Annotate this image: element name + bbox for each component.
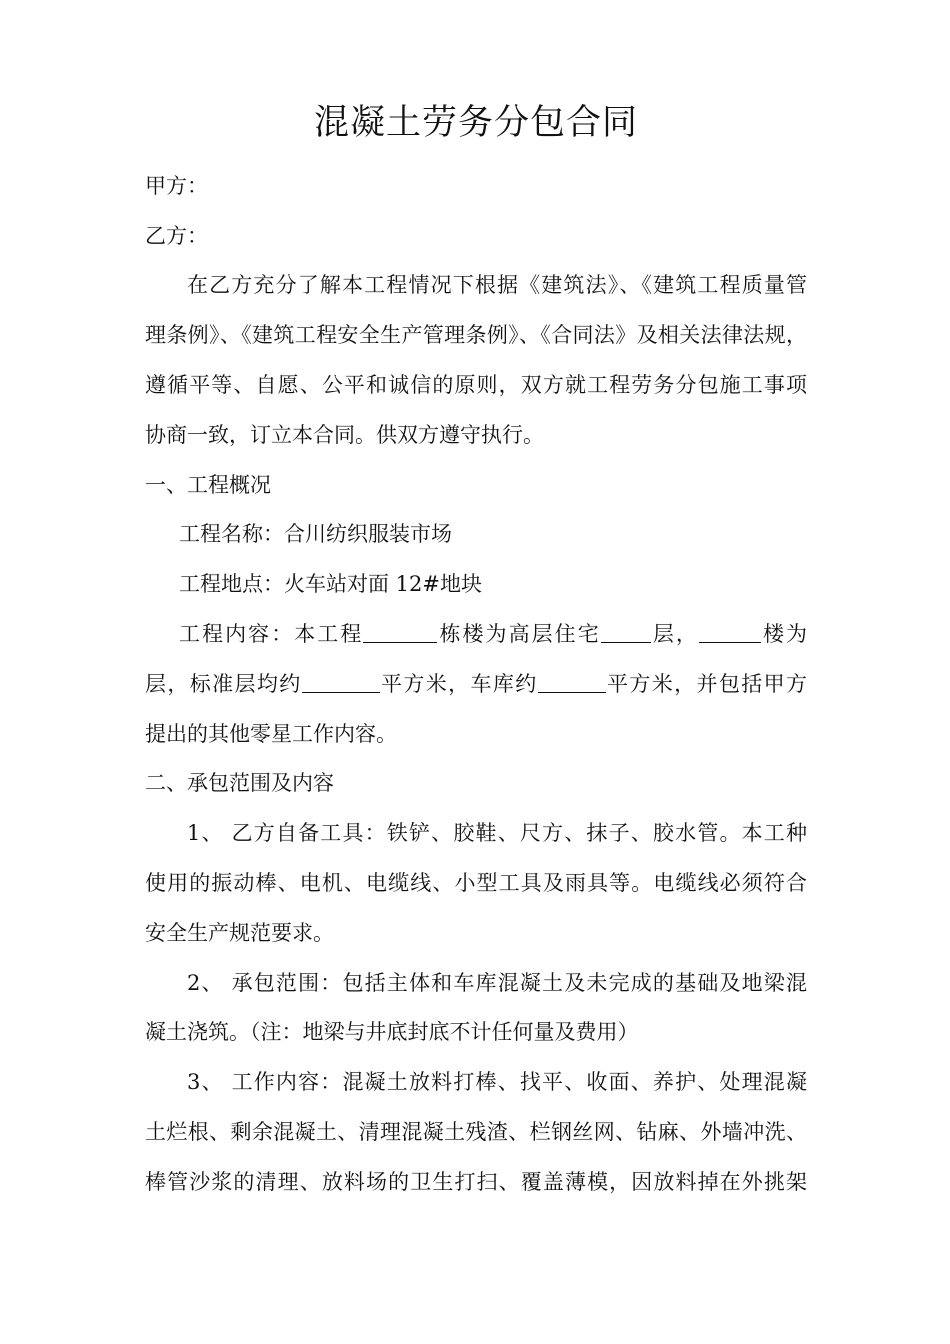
section-1-heading: 一、工程概况 [145, 473, 271, 497]
party-b-label: 乙方： [145, 224, 208, 248]
party-a-label: 甲方： [145, 174, 208, 198]
item-2-line-2: 凝土浇筑。（注：地梁与井底封底不计任何量及费用） [145, 1020, 639, 1044]
section-2-heading: 二、承包范围及内容 [145, 771, 334, 795]
item-1-line-3: 安全生产规范要求。 [145, 921, 334, 945]
building-count-blank[interactable] [363, 620, 437, 643]
preamble-line-2: 理条例》、《建筑工程安全生产管理条例》、《合同法》及相关法律法规， [145, 323, 807, 347]
project-content-line-1 [145, 619, 807, 649]
project-content-line-3: 提出的其他零星工作内容。 [145, 722, 397, 746]
item-3-line-2: 土烂根、剩余混凝土、清理混凝土残渣、栏钢丝网、钻麻、外墙冲洗、 [145, 1120, 807, 1144]
item-2-line-1: 2、 承包范围：包括主体和车库混凝土及未完成的基础及地梁混 [187, 971, 807, 995]
content-text-4: 楼为 [760, 622, 808, 646]
content-text-7: 平方米，并包括甲方 [605, 672, 807, 696]
preamble-line-1: 在乙方充分了解本工程情况下根据《建筑法》、《建筑工程质量管 [187, 273, 807, 297]
floor-count-blank[interactable] [601, 620, 651, 643]
content-text-5: 层，标准层均约 [145, 672, 302, 696]
content-text-2: 栋楼为高层住宅 [437, 622, 601, 646]
preamble-line-4: 协商一致，订立本合同。供双方遵守执行。 [145, 423, 544, 447]
building-number-blank[interactable] [699, 620, 761, 643]
floor-area-blank[interactable] [302, 670, 380, 693]
item-3-line-1: 3、 工作内容：混凝土放料打棒、找平、收面、养护、处理混凝 [187, 1070, 807, 1094]
content-text-3: 层， [650, 622, 699, 646]
project-content-line-2 [145, 669, 807, 699]
item-1-line-1: 1、 乙方自备工具：铁铲、胶鞋、尺方、抹子、胶水管。本工种 [187, 821, 807, 845]
content-text-1: 工程内容：本工程 [179, 622, 364, 646]
document-title: 混凝土劳务分包合同 [313, 103, 638, 143]
garage-area-blank[interactable] [538, 670, 606, 693]
project-name: 工程名称：合川纺织服装市场 [179, 522, 452, 546]
item-3-line-3: 棒管沙浆的清理、放料场的卫生打扫、覆盖薄模，因放料掉在外挑架 [145, 1170, 807, 1194]
preamble-line-3: 遵循平等、自愿、公平和诚信的原则，双方就工程劳务分包施工事项 [145, 373, 807, 397]
project-location: 工程地点：火车站对面 12#地块 [179, 572, 482, 596]
item-1-line-2: 使用的振动棒、电机、电缆线、小型工具及雨具等。电缆线必须符合 [145, 871, 807, 895]
content-text-6: 平方米，车库约 [379, 672, 538, 696]
